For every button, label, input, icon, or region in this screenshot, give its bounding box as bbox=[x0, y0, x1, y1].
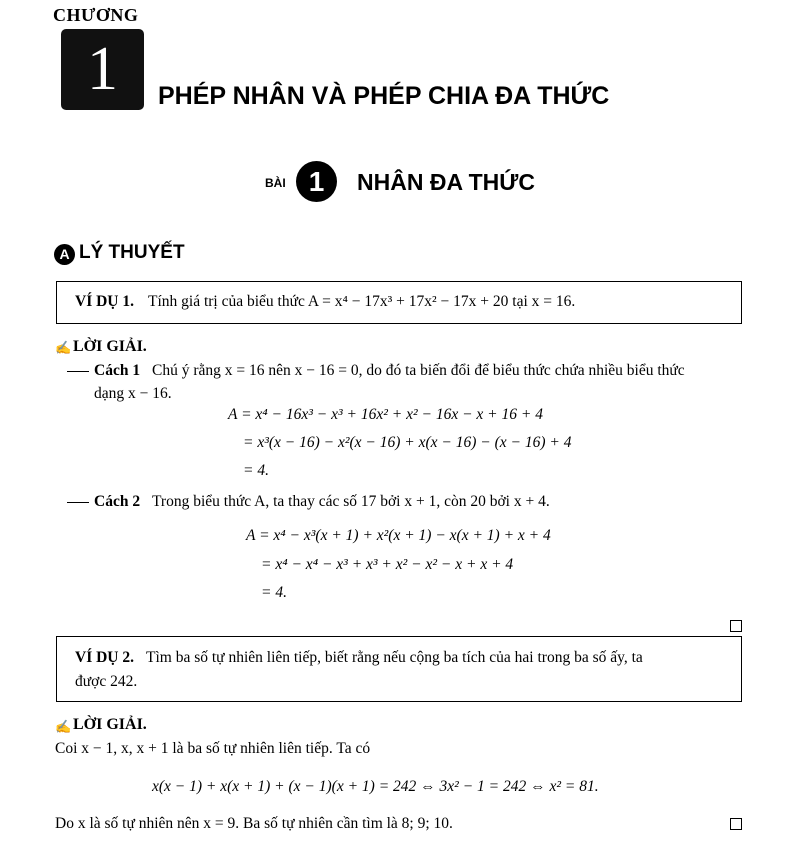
solution-2-heading: LỜI GIẢI. bbox=[73, 716, 147, 733]
section-title: LÝ THUYẾT bbox=[79, 242, 185, 263]
lesson-number-badge: 1 bbox=[296, 161, 337, 202]
method-1-text-cont: dạng x − 16. bbox=[94, 385, 172, 402]
lesson-title: NHÂN ĐA THỨC bbox=[357, 169, 535, 195]
example-2-label: VÍ DỤ 2. bbox=[75, 649, 134, 666]
solution-1-heading: LỜI GIẢI. bbox=[73, 338, 147, 355]
method-2-label: Cách 2 bbox=[94, 493, 141, 510]
example-2-box bbox=[56, 636, 742, 702]
qed-square-icon bbox=[730, 818, 742, 830]
example-1-label: VÍ DỤ 1. bbox=[75, 293, 134, 310]
method-1-label: Cách 1 bbox=[94, 362, 141, 379]
method-1-equation-3: = 4. bbox=[243, 462, 269, 479]
method-1-equation-1: A = x⁴ − 16x³ − x³ + 16x² + x² − 16x − x + 16 + 4 bbox=[228, 406, 543, 423]
dash-bullet bbox=[67, 502, 89, 503]
lesson-label: BÀI bbox=[265, 176, 286, 190]
method-2-equation-2: = x⁴ − x⁴ − x³ + x³ + x² − x² − x + x + 4 bbox=[261, 556, 514, 573]
section-letter-badge: A bbox=[54, 244, 75, 265]
method-2-equation-1: A = x⁴ − x³(x + 1) + x²(x + 1) − x(x + 1) + x + 4 bbox=[246, 527, 551, 544]
solution-2-equation: x(x − 1) + x(x + 1) + (x − 1)(x + 1) = 242 ⇔ 3x² − 1 = 242 ⇔ x² = 81. bbox=[152, 778, 599, 795]
pencil-icon: ✍ bbox=[55, 340, 72, 355]
method-2-equation-3: = 4. bbox=[261, 584, 287, 601]
dash-bullet bbox=[67, 371, 89, 372]
example-1-text: Tính giá trị của biểu thức A = x⁴ − 17x³ + 17x² − 17x + 20 tại x = 16. bbox=[148, 293, 576, 310]
solution-2-line-1: Coi x − 1, x, x + 1 là ba số tự nhiên liên tiếp. Ta có bbox=[55, 740, 371, 757]
pencil-icon: ✍ bbox=[55, 719, 72, 734]
example-2-text: Tìm ba số tự nhiên liên tiếp, biết rằng nếu cộng ba tích của hai trong ba số ấy, ta bbox=[146, 649, 643, 666]
method-1-equation-2: = x³(x − 16) − x²(x − 16) + x(x − 16) − (x − 16) + 4 bbox=[243, 434, 572, 451]
solution-2-line-2: Do x là số tự nhiên nên x = 9. Ba số tự nhiên cần tìm là 8; 9; 10. bbox=[55, 815, 453, 832]
chapter-title: PHÉP NHÂN VÀ PHÉP CHIA ĐA THỨC bbox=[158, 82, 610, 110]
qed-square-icon bbox=[730, 620, 742, 632]
chapter-number-box: 1 bbox=[61, 29, 144, 110]
method-2-text: Trong biểu thức A, ta thay các số 17 bởi x + 1, còn 20 bởi x + 4. bbox=[152, 493, 550, 510]
chapter-label: CHƯƠNG bbox=[53, 5, 139, 25]
example-2-text-cont: được 242. bbox=[75, 673, 138, 690]
method-1-text: Chú ý rằng x = 16 nên x − 16 = 0, do đó ta biến đổi để biểu thức chứa nhiều biểu thức bbox=[152, 362, 685, 379]
